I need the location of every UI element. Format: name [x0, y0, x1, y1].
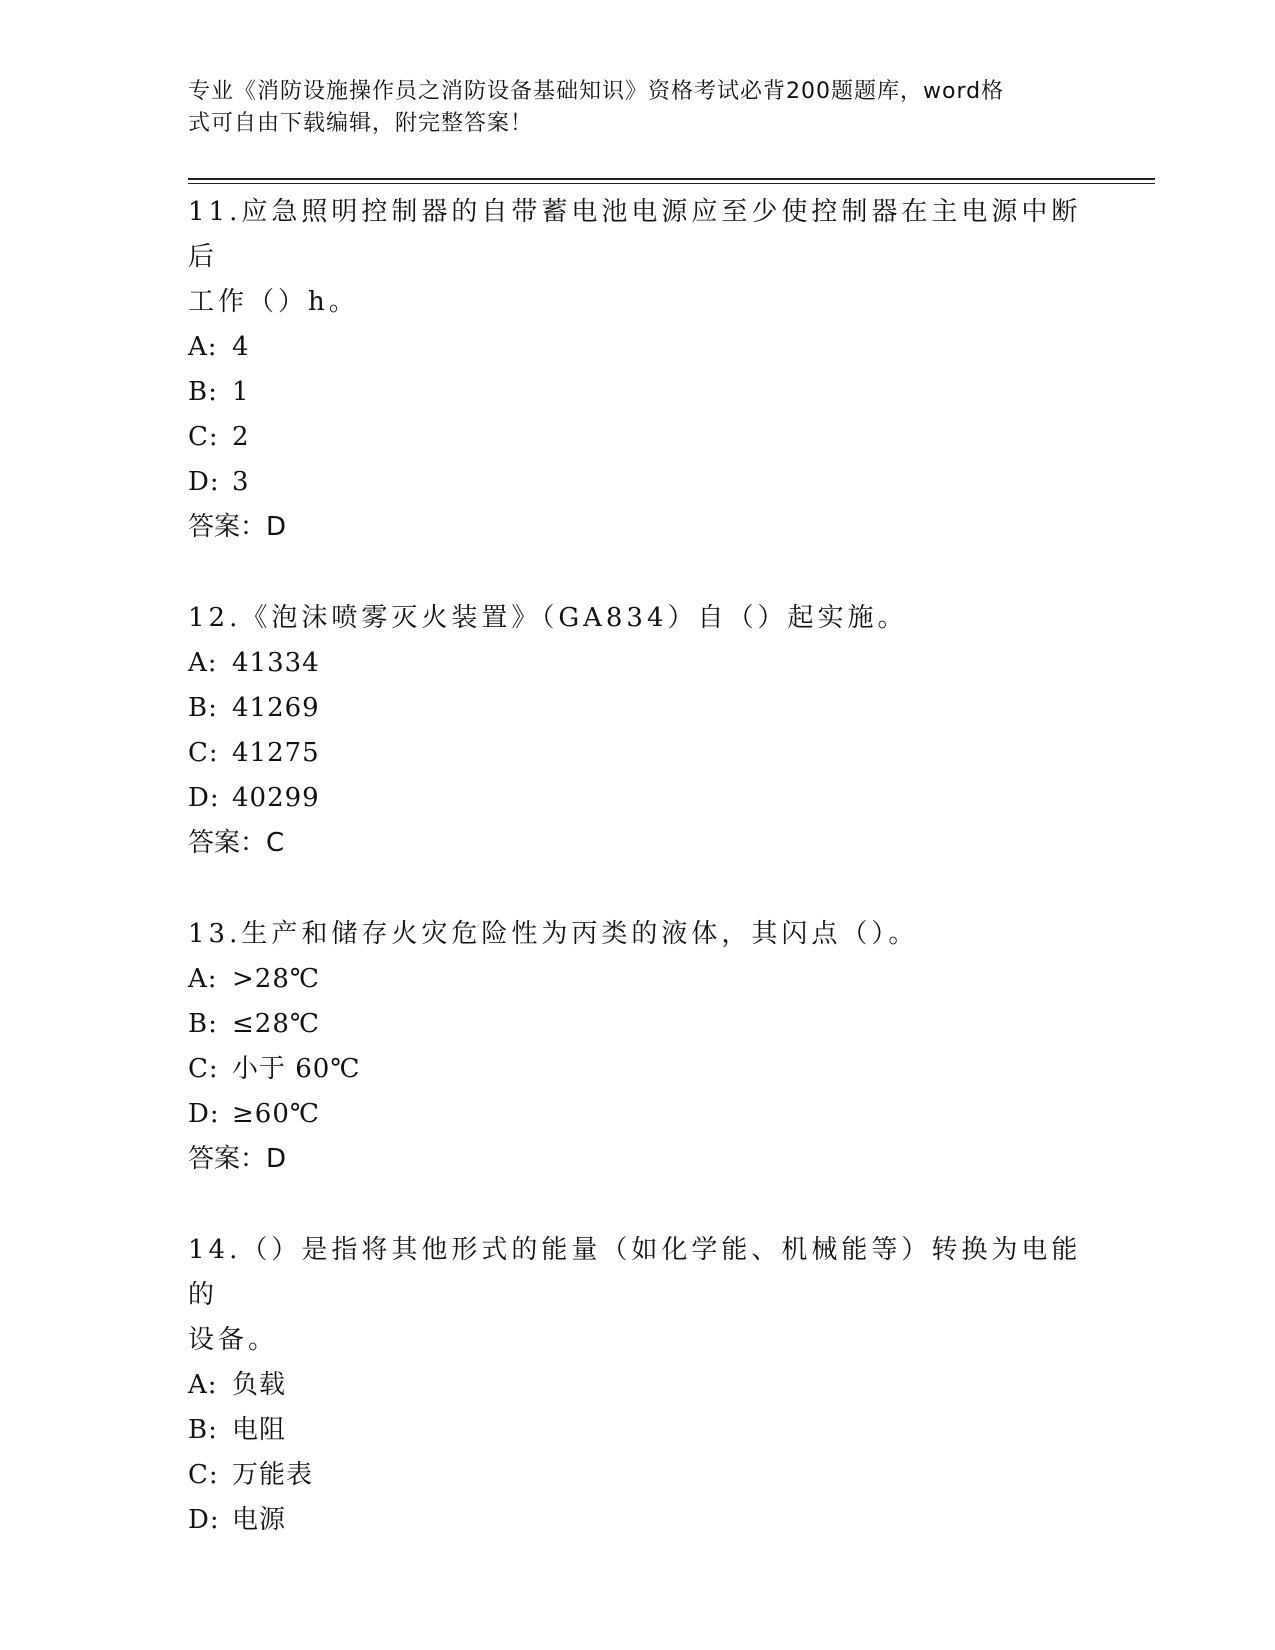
answer-line: 答案：C — [188, 828, 285, 858]
header-line-2: 式可自由下载编辑，附完整答案！ — [188, 111, 534, 136]
option-c — [188, 1047, 1088, 1092]
option-d — [188, 1498, 1088, 1543]
option-text: 1 — [232, 377, 250, 407]
option-letter: D: — [188, 1099, 220, 1129]
option-letter: B: — [188, 377, 218, 407]
option-text: 4 — [232, 332, 250, 362]
option-text: ≤28℃ — [232, 1009, 320, 1039]
question-14 — [188, 1228, 1088, 1543]
option-letter: D: — [188, 467, 220, 497]
option-letter: D: — [188, 1505, 220, 1535]
question-13 — [188, 912, 1088, 1182]
option-text: >28℃ — [232, 964, 320, 994]
option-a — [188, 1363, 1088, 1408]
option-text: 万能表 — [232, 1460, 314, 1490]
option-b — [188, 686, 1088, 731]
option-letter: C: — [188, 1054, 219, 1084]
option-text: 41275 — [232, 738, 320, 768]
option-text: 负载 — [232, 1370, 287, 1400]
question-list — [188, 190, 1088, 1589]
question-stem-line-1: 11.应急照明控制器的自带蓄电池电源应至少使控制器在主电源中断后 — [188, 197, 1082, 272]
option-text: 40299 — [232, 783, 320, 813]
option-letter: A: — [188, 332, 218, 362]
question-12 — [188, 596, 1088, 866]
option-text: 电阻 — [232, 1415, 287, 1445]
option-text: 2 — [232, 422, 250, 452]
option-d — [188, 776, 1088, 821]
question-stem-line-1: 13.生产和储存火灾危险性为丙类的液体，其闪点（）。 — [188, 919, 919, 949]
option-a — [188, 641, 1088, 686]
option-text: ≥60℃ — [232, 1099, 320, 1129]
option-letter: B: — [188, 1009, 218, 1039]
option-d — [188, 1092, 1088, 1137]
option-letter: C: — [188, 738, 219, 768]
header-rule-thin — [188, 183, 1155, 184]
option-text: 3 — [232, 467, 250, 497]
header-rule-thick — [188, 178, 1155, 180]
option-text: 41334 — [232, 648, 320, 678]
option-c — [188, 415, 1088, 460]
option-letter: C: — [188, 422, 219, 452]
question-stem-line-2: 工作（）h。 — [188, 287, 359, 317]
option-letter: C: — [188, 1460, 219, 1490]
header-line-1: 专业《消防设施操作员之消防设备基础知识》资格考试必背200题题库，word格 — [188, 79, 1005, 104]
question-stem-line-1: 14.（）是指将其他形式的能量（如化学能、机械能等）转换为电能的 — [188, 1235, 1082, 1310]
option-a — [188, 957, 1088, 1002]
option-letter: A: — [188, 964, 218, 994]
option-a — [188, 325, 1088, 370]
question-stem-line-2: 设备。 — [188, 1325, 279, 1355]
option-text: 电源 — [232, 1505, 287, 1535]
option-text: 小于 60℃ — [232, 1054, 361, 1084]
answer-line: 答案：D — [188, 1144, 287, 1174]
option-b — [188, 1002, 1088, 1047]
option-letter: A: — [188, 1370, 218, 1400]
option-b — [188, 1408, 1088, 1453]
option-b — [188, 370, 1088, 415]
option-letter: D: — [188, 783, 220, 813]
option-c — [188, 1453, 1088, 1498]
document-header — [188, 76, 1068, 140]
question-stem-line-1: 12.《泡沫喷雾灭火装置》（GA834）自（）起实施。 — [188, 603, 908, 633]
option-c — [188, 731, 1088, 776]
answer-line: 答案：D — [188, 512, 287, 542]
question-11 — [188, 190, 1088, 550]
option-d — [188, 460, 1088, 505]
option-letter: A: — [188, 648, 218, 678]
option-letter: B: — [188, 693, 218, 723]
option-text: 41269 — [232, 693, 320, 723]
option-letter: B: — [188, 1415, 218, 1445]
